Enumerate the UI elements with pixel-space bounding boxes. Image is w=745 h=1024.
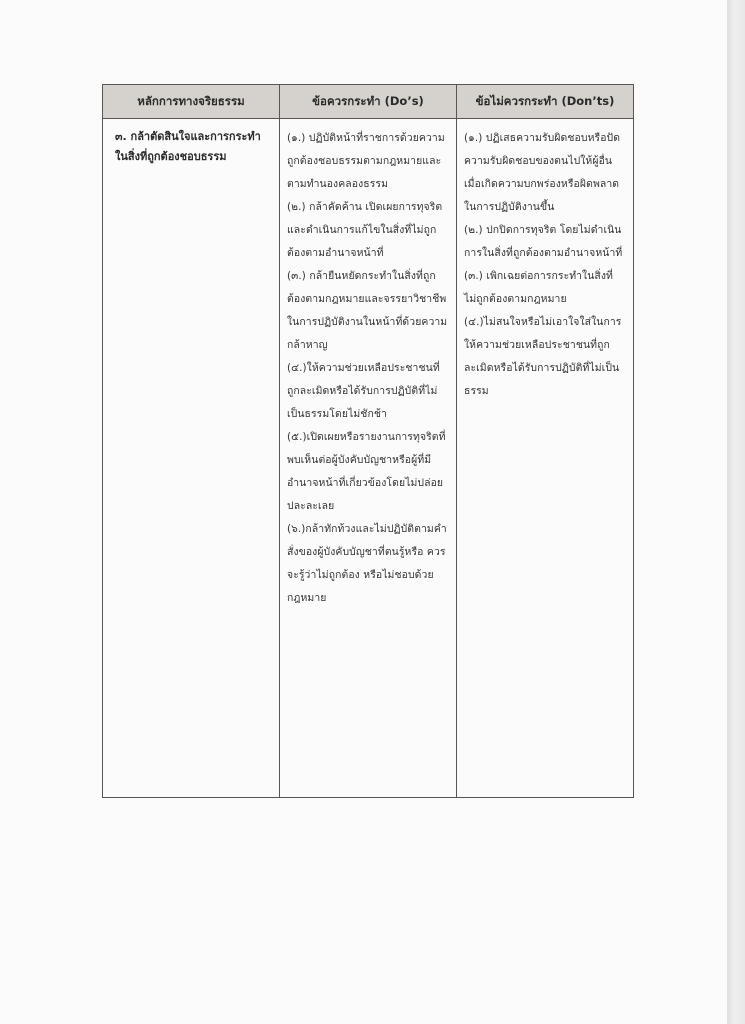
principle-cell (103, 119, 279, 797)
dos-item: (๓.) กล้ายืนหยัดกระทำในสิ่งที่ถูกต้องตามกฎหมายและจรรยาวิชาชีพในการปฏิบัติงานในหน้าที่ด้วยความกล้าหาญ (287, 270, 448, 351)
dos-item: (๖.)กล้าทักท้วงและไม่ปฏิบัติตามคำสั่งของผู้บังคับบัญชาที่ตนรู้หรือ ควรจะรู้ว่าไม่ถูกต้อง หรือไม่ชอบด้วยกฎหมาย (287, 523, 447, 604)
donts-item: (๓.) เพิกเฉยต่อการกระทำในสิ่งที่ ไม่ถูกต้องตามกฎหมาย (464, 270, 613, 305)
dos-cell (279, 119, 456, 797)
donts-cell (456, 119, 633, 797)
header-dos: ข้อควรกระทำ (Do’s) (279, 85, 456, 119)
page-edge (727, 0, 745, 1024)
donts-item: (๑.) ปฏิเสธความรับผิดชอบหรือปัดความรับผิดชอบของตนไปให้ผู้อื่นเมื่อเกิดความบกพร่องหรือผิดพลาดในการปฏิบัติงานขึ้น (464, 132, 621, 213)
donts-list (463, 127, 627, 403)
header-donts: ข้อไม่ควรกระทำ (Don’ts) (456, 85, 633, 119)
dos-item: (๑.) ปฏิบัติหน้าที่ราชการด้วยความถูกต้องชอบธรรมตามกฎหมายและตามทำนองคลองธรรม (287, 132, 445, 190)
dos-item: (๒.) กล้าคัดค้าน เปิดเผยการทุจริตและดำเนินการแก้ไขในสิ่งที่ไม่ถูกต้องตามอำนาจหน้าที่ (287, 201, 443, 259)
dos-item: (๔.)ให้ความช่วยเหลือประชาชนที่ถูกละเมิดหรือได้รับการปฏิบัติที่ไม่เป็นธรรมโดยไม่ชักช้า (287, 362, 440, 420)
dos-item: (๕.)เปิดเผยหรือรายงานการทุจริตที่พบเห็นต่อผู้บังคับบัญชาหรือผู้ที่มีอำนาจหน้าที่เกี่ยวข้องโดยไม่ปล่อยปละละเลย (287, 431, 446, 512)
ethics-table (102, 84, 634, 798)
dos-list (286, 127, 450, 610)
donts-item: (๔.)ไม่สนใจหรือไม่เอาใจใส่ในการให้ความช่วยเหลือประชาชนที่ถูกละเมิดหรือได้รับการปฏิบัติที่ไม่เป็นธรรม (464, 316, 622, 397)
principle-text: ๓. กล้าตัดสินใจและการกระทำในสิ่งที่ถูกต้องชอบธรรม (115, 130, 261, 163)
donts-item: (๒.) ปกปิดการทุจริต โดยไม่ดำเนินการในสิ่งที่ถูกต้องตามอำนาจหน้าที่ (464, 224, 623, 259)
header-principle: หลักการทางจริยธรรม (103, 85, 279, 119)
